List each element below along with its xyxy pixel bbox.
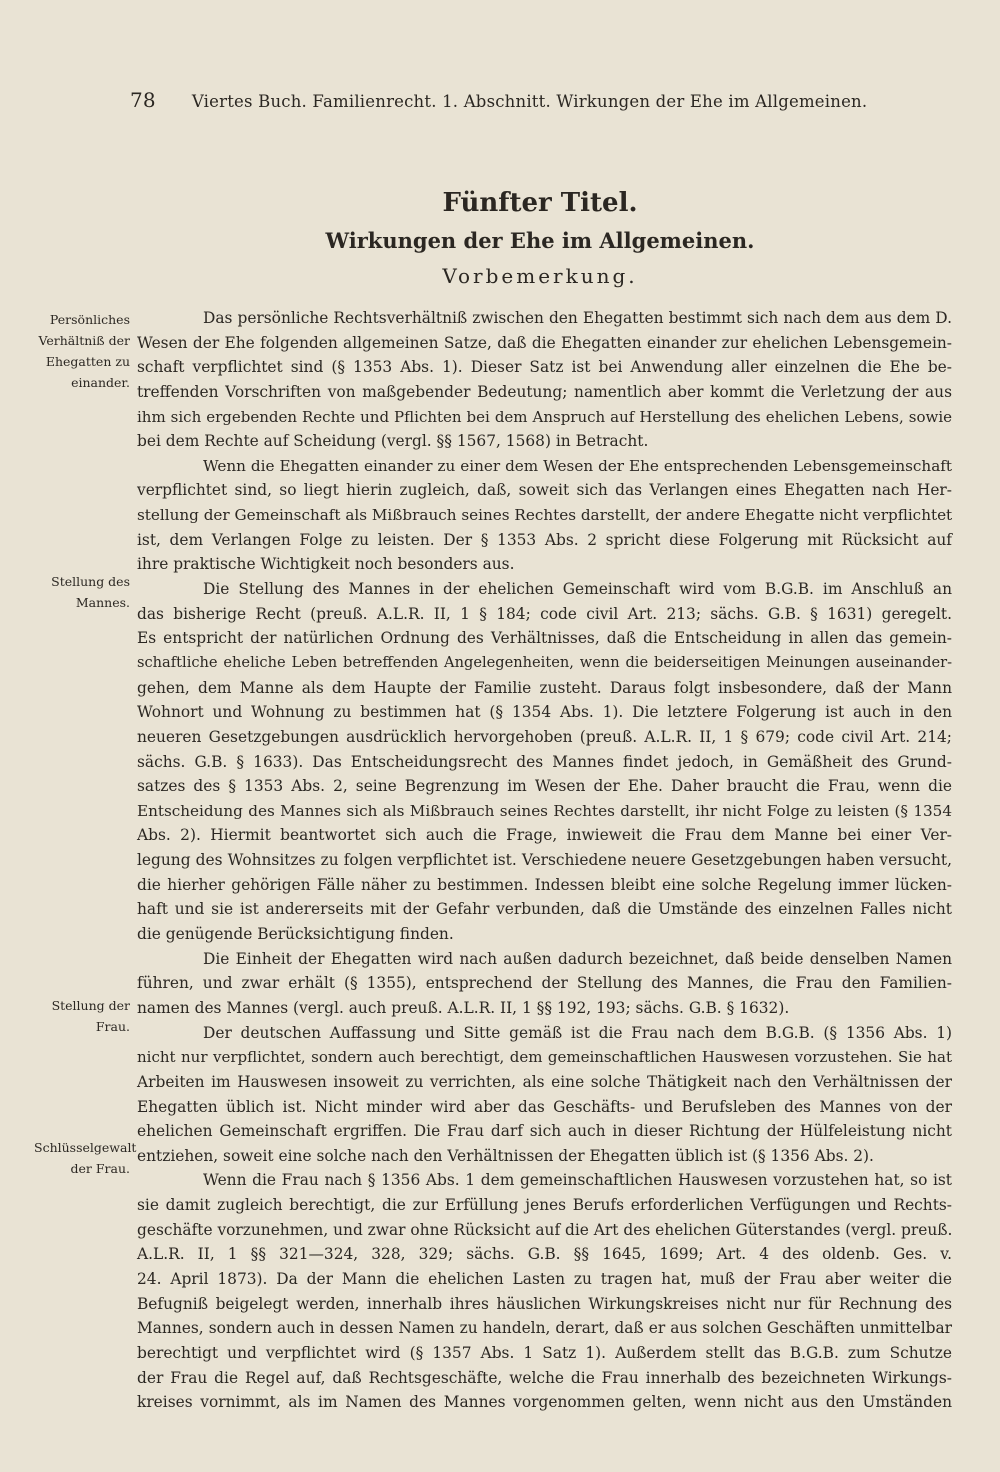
text-line: das bisherige Recht (preuß. A.L.R. II, 1 § 184; code civil Art. 213; sächs. G.B. § 1631) geregelt. <box>137 604 952 623</box>
text-line: gehen, dem Manne als dem Haupte der Familie zusteht. Daraus folgt insbesondere, daß der Mann <box>137 678 952 697</box>
running-title: Viertes Buch. Familienrecht. 1. Abschnitt. Wirkungen der Ehe im Allgemeinen. <box>191 92 868 111</box>
text-line: Wenn die Ehegatten einander zu einer dem Wesen der Ehe entsprechenden Lebensgemeinschaft <box>203 456 952 475</box>
text-line: stellung der Gemeinschaft als Mißbrauch seines Rechtes darstellt, der andere Ehegatte nicht verpflichtet <box>137 506 953 525</box>
text-line: Die Stellung des Mannes in der ehelichen Gemeinschaft wird vom B.G.B. im Anschluß an <box>203 580 952 599</box>
margin-note: Stellung der Frau. <box>51 998 130 1034</box>
text-line: Mannes, sondern auch in dessen Namen zu handeln, derart, daß er aus solchen Geschäften unmittelbar <box>137 1319 952 1338</box>
text-line: sächs. G.B. § 1633). Das Entscheidungsrecht des Mannes findet jedoch, in Gemäßheit des Grund- <box>137 752 952 771</box>
text-line: der Frau die Regel auf, daß Rechtsgeschäfte, welche die Frau innerhalb des bezeichneten Wirkungs- <box>137 1368 952 1387</box>
body-text <box>137 306 952 1415</box>
page-number: 78 <box>130 88 156 112</box>
text-line: Die Einheit der Ehegatten wird nach außen dadurch bezeichnet, daß beide denselben Namen <box>203 949 952 968</box>
text-line: Ehegatten üblich ist. Nicht minder wird aber das Geschäfts- und Berufsleben des Mannes von der <box>137 1097 952 1116</box>
text-line: Arbeiten im Hauswesen insoweit zu verrichten, als eine solche Thätigkeit nach den Verhältnissen der <box>137 1072 952 1091</box>
text-line: namen des Mannes (vergl. auch preuß. A.L.R. II, 1 §§ 192, 193; sächs. G.B. § 1632). <box>137 998 790 1017</box>
text-line: haft und sie ist andererseits mit der Gefahr verbunden, daß die Umstände des einzelnen Falles nicht <box>137 900 952 919</box>
text-line: Wohnort und Wohnung zu bestimmen hat (§ 1354 Abs. 1). Die letztere Folgerung ist auch in den <box>137 703 952 722</box>
text-line: berechtigt und verpflichtet wird (§ 1357 Abs. 1 Satz 1). Außerdem stellt das B.G.B. zum Schutze <box>137 1343 952 1362</box>
text-line: Wenn die Frau nach § 1356 Abs. 1 dem gemeinschaftlichen Hauswesen vorzustehen hat, so ist <box>203 1171 952 1190</box>
text-line: satzes des § 1353 Abs. 2, seine Begrenzung im Wesen der Ehe. Daher braucht die Frau, wenn die <box>137 777 952 796</box>
text-line: geschäfte vorzunehmen, und zwar ohne Rücksicht auf die Art des ehelichen Güterstandes (vergl. preuß. <box>137 1220 953 1239</box>
text-line: bei dem Rechte auf Scheidung (vergl. §§ 1567, 1568) in Betracht. <box>137 432 649 451</box>
text-line: ihm sich ergebenden Rechte und Pflichten bei dem Anspruch auf Herstellung des ehelichen Lebens, sowie <box>137 407 952 426</box>
text-line: die genügende Berücksichtigung finden. <box>137 925 454 944</box>
text-line: Es entspricht der natürlichen Ordnung des Verhältnisses, daß die Entscheidung in allen das gemein- <box>137 629 952 648</box>
margin-note: Stellung des Mannes. <box>51 574 130 610</box>
text-line: schaft verpflichtet sind (§ 1353 Abs. 1). Dieser Satz ist bei Anwendung aller einzelnen die Ehe be- <box>137 358 952 377</box>
subtitle-heading: Wirkungen der Ehe im Allgemeinen. <box>325 228 755 253</box>
text-line: nicht nur verpflichtet, sondern auch berechtigt, dem gemeinschaftlichen Hauswesen vorzustehen. Sie hat <box>137 1048 952 1067</box>
text-line: verpflichtet sind, so liegt hierin zugleich, daß, soweit sich das Verlangen eines Ehegatten nach Her- <box>137 481 952 500</box>
text-line: entziehen, soweit eine solche nach den Verhältnissen der Ehegatten üblich ist (§ 1356 Abs. 2). <box>137 1146 874 1165</box>
text-line: Abs. 2). Hiermit beantwortet sich auch die Frage, inwieweit die Frau dem Manne bei einer Ver- <box>137 826 952 845</box>
title-heading: Fünfter Titel. <box>442 188 638 218</box>
text-line: Wesen der Ehe folgenden allgemeinen Satze, daß die Ehegatten einander zur ehelichen Lebensgemein- <box>137 333 952 352</box>
margin-note: Schlüsselgewalt der Frau. <box>34 1140 137 1176</box>
text-line: ehelichen Gemeinschaft ergriffen. Die Frau darf sich auch in dieser Richtung der Hülfeleistung nicht <box>137 1122 952 1141</box>
text-line: ihre praktische Wichtigkeit noch besonders aus. <box>137 555 515 574</box>
text-line: neueren Gesetzgebungen ausdrücklich hervorgehoben (preuß. A.L.R. II, 1 § 679; code civil Art. 214; <box>137 727 952 746</box>
text-line: Befugniß beigelegt werden, innerhalb ihres häuslichen Wirkungskreises nicht nur für Rechnung des <box>137 1294 952 1313</box>
text-line: kreises vornimmt, als im Namen des Mannes vorgenommen gelten, wenn nicht aus den Umständen <box>137 1393 952 1412</box>
text-line: 24. April 1873). Da der Mann die ehelichen Lasten zu tragen hat, muß der Frau aber weiter die <box>137 1269 952 1288</box>
text-line: Das persönliche Rechtsverhältniß zwischen den Ehegatten bestimmt sich nach dem aus dem D. <box>203 309 952 327</box>
text-line: Der deutschen Auffassung und Sitte gemäß ist die Frau nach dem B.G.B. (§ 1356 Abs. 1) <box>203 1023 952 1042</box>
text-line: führen, und zwar erhält (§ 1355), entsprechend der Stellung des Mannes, die Frau den Familien- <box>137 974 952 993</box>
text-line: A.L.R. II, 1 §§ 321—324, 328, 329; sächs. G.B. §§ 1645, 1699; Art. 4 des oldenb. Ges. v. <box>137 1245 952 1264</box>
text-line: die hierher gehörigen Fälle näher zu bestimmen. Indessen bleibt eine solche Regelung immer lücken- <box>137 875 952 894</box>
text-line: treffenden Vorschriften von maßgebender Bedeutung; namentlich aber kommt die Verletzung der aus <box>137 382 952 401</box>
section-titles <box>130 188 950 298</box>
text-line: ist, dem Verlangen Folge zu leisten. Der § 1353 Abs. 2 spricht diese Folgerung mit Rücksicht auf <box>137 530 952 549</box>
text-line: Entscheidung des Mannes sich als Mißbrauch seines Rechtes darstellt, ihr nicht Folge zu leisten (§ 1354 <box>137 801 952 820</box>
margin-note: Persönliches Verhältniß der Ehegatten zu einander. <box>38 312 130 390</box>
text-line: schaftliche eheliche Leben betreffenden Angelegenheiten, wenn die beiderseitigen Meinungen auseinander- <box>137 653 952 671</box>
running-header <box>130 88 870 112</box>
preliminary-heading: Vorbemerkung. <box>442 264 638 288</box>
text-line: sie damit zugleich berechtigt, die zur Erfüllung jenes Berufs erforderlichen Verfügungen und Rechts- <box>137 1196 952 1215</box>
text-line: legung des Wohnsitzes zu folgen verpflichtet ist. Verschiedene neuere Gesetzgebungen haben versucht, <box>137 851 952 870</box>
